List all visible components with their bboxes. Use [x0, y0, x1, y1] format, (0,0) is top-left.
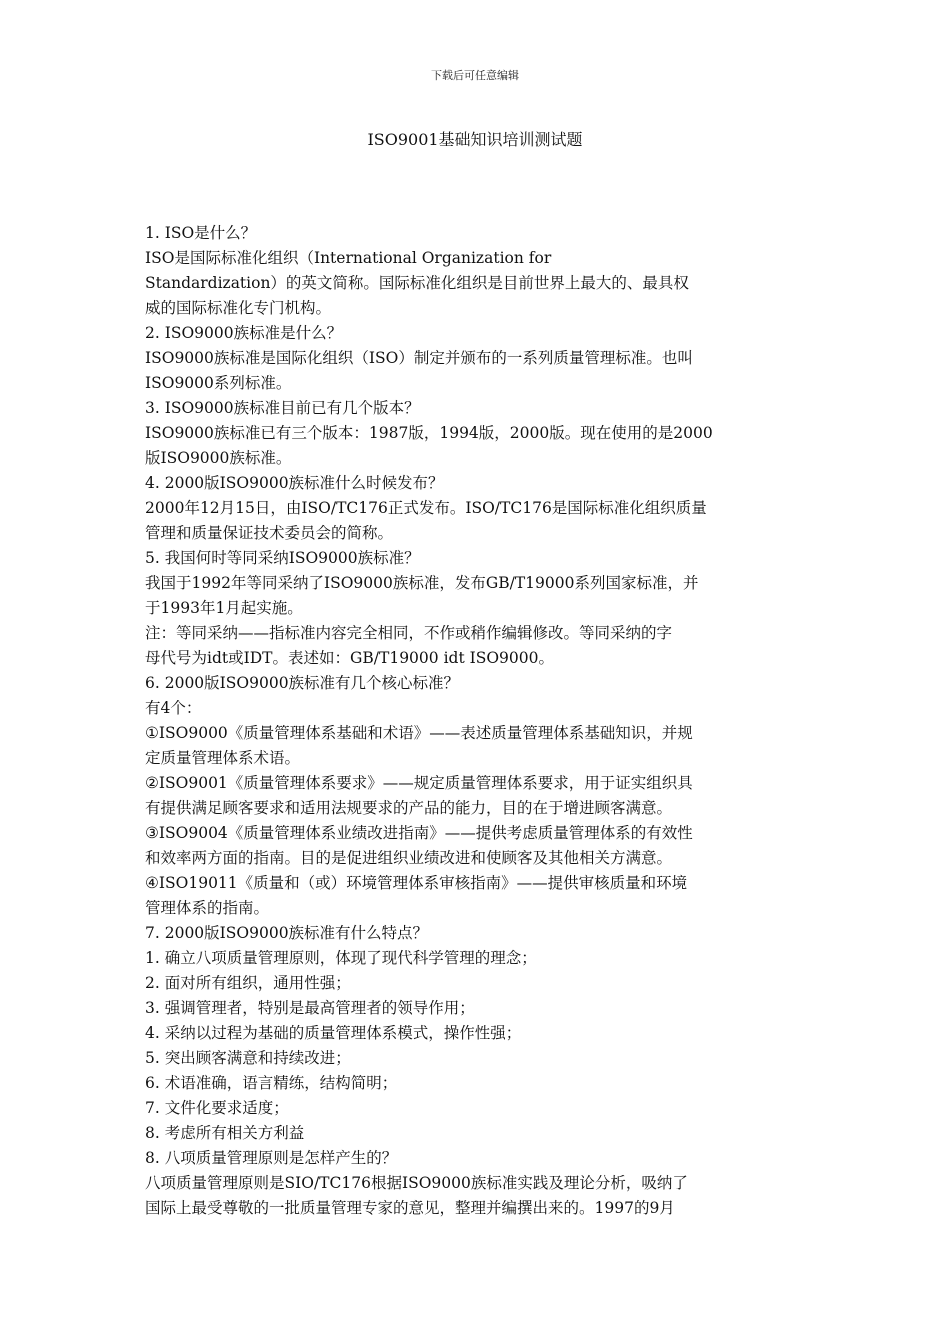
text-line: 定质量管理体系术语。 — [145, 749, 301, 767]
text-line: 4. 2000版ISO9000族标准什么时候发布？ — [145, 474, 444, 492]
text-line: 和效率两方面的指南。目的是促进组织业绩改进和使顾客及其他相关方满意。 — [145, 849, 673, 867]
text-line: 国际上最受尊敬的一批质量管理专家的意见，整理并编撰出来的。1997的9月 — [145, 1199, 675, 1217]
text-line: 版ISO9000族标准。 — [145, 449, 292, 467]
text-line: 2. ISO9000族标准是什么？ — [145, 324, 343, 342]
text-line: 母代号为idt或IDT。表述如：GB/T19000 idt ISO9000。 — [145, 649, 554, 667]
text-line: ①ISO9000《质量管理体系基础和术语》——表述质量管理体系基础知识，并规 — [145, 724, 693, 742]
text-line: 3. 强调管理者，特别是最高管理者的领导作用； — [145, 999, 475, 1017]
text-line: 2000年12月15日，由ISO/TC176正式发布。ISO/TC176是国际标准化组织质量 — [145, 499, 707, 517]
text-line: 8. 考虑所有相关方利益 — [145, 1124, 305, 1142]
text-line: 6. 术语准确，语言精练，结构简明； — [145, 1074, 398, 1092]
text-line: 3. ISO9000族标准目前已有几个版本？ — [145, 399, 420, 417]
text-line: ISO9000族标准已有三个版本：1987版，1994版，2000版。现在使用的是2000 — [145, 424, 713, 442]
text-line: 7. 文件化要求适度； — [145, 1099, 289, 1117]
text-line: 威的国际标准化专门机构。 — [145, 299, 332, 317]
text-line: ISO9000系列标准。 — [145, 374, 292, 392]
text-line: 1. ISO是什么？ — [145, 224, 257, 242]
text-line: ④ISO19011《质量和（或）环境管理体系审核指南》——提供审核质量和环境 — [145, 874, 688, 892]
text-line: 5. 突出顾客满意和持续改进； — [145, 1049, 351, 1067]
text-line: 管理体系的指南。 — [145, 899, 270, 917]
text-line: 我国于1992年等同采纳了ISO9000族标准，发布GB/T19000系列国家标准，并 — [145, 574, 699, 592]
document-body — [145, 221, 810, 1221]
header-note: 下载后可任意编辑 — [431, 69, 519, 82]
text-line: 2. 面对所有组织，通用性强； — [145, 974, 351, 992]
text-line: 6. 2000版ISO9000族标准有几个核心标准？ — [145, 674, 460, 692]
text-line: 管理和质量保证技术委员会的简称。 — [145, 524, 394, 542]
text-line: 4. 采纳以过程为基础的质量管理体系模式，操作性强； — [145, 1024, 522, 1042]
text-line: 8. 八项质量管理原则是怎样产生的？ — [145, 1149, 398, 1167]
text-line: 八项质量管理原则是SIO/TC176根据ISO9000族标准实践及理论分析，吸纳了 — [145, 1174, 688, 1192]
text-line: 于1993年1月起实施。 — [145, 599, 303, 617]
text-line: ②ISO9001《质量管理体系要求》——规定质量管理体系要求，用于证实组织具 — [145, 774, 693, 792]
text-line: 1. 确立八项质量管理原则，体现了现代科学管理的理念； — [145, 949, 537, 967]
text-line: ISO9000族标准是国际化组织（ISO）制定并颁布的一系列质量管理标准。也叫 — [145, 349, 693, 367]
text-line: ISO是国际标准化组织（International Organization for — [145, 249, 552, 267]
text-line: 有提供满足顾客要求和适用法规要求的产品的能力，目的在于增进顾客满意。 — [145, 799, 673, 817]
text-line: ③ISO9004《质量管理体系业绩改进指南》——提供考虑质量管理体系的有效性 — [145, 824, 693, 842]
text-line: 5. 我国何时等同采纳ISO9000族标准？ — [145, 549, 420, 567]
text-line: Standardization）的英文简称。国际标准化组织是目前世界上最大的、最具权 — [145, 274, 689, 292]
text-line: 7. 2000版ISO9000族标准有什么特点？ — [145, 924, 429, 942]
text-line: 注：等同采纳——指标准内容完全相同，不作或稍作编辑修改。等同采纳的字 — [145, 624, 673, 642]
document-title: ISO9001基础知识培训测试题 — [367, 130, 583, 149]
text-line: 有4个： — [145, 699, 202, 717]
